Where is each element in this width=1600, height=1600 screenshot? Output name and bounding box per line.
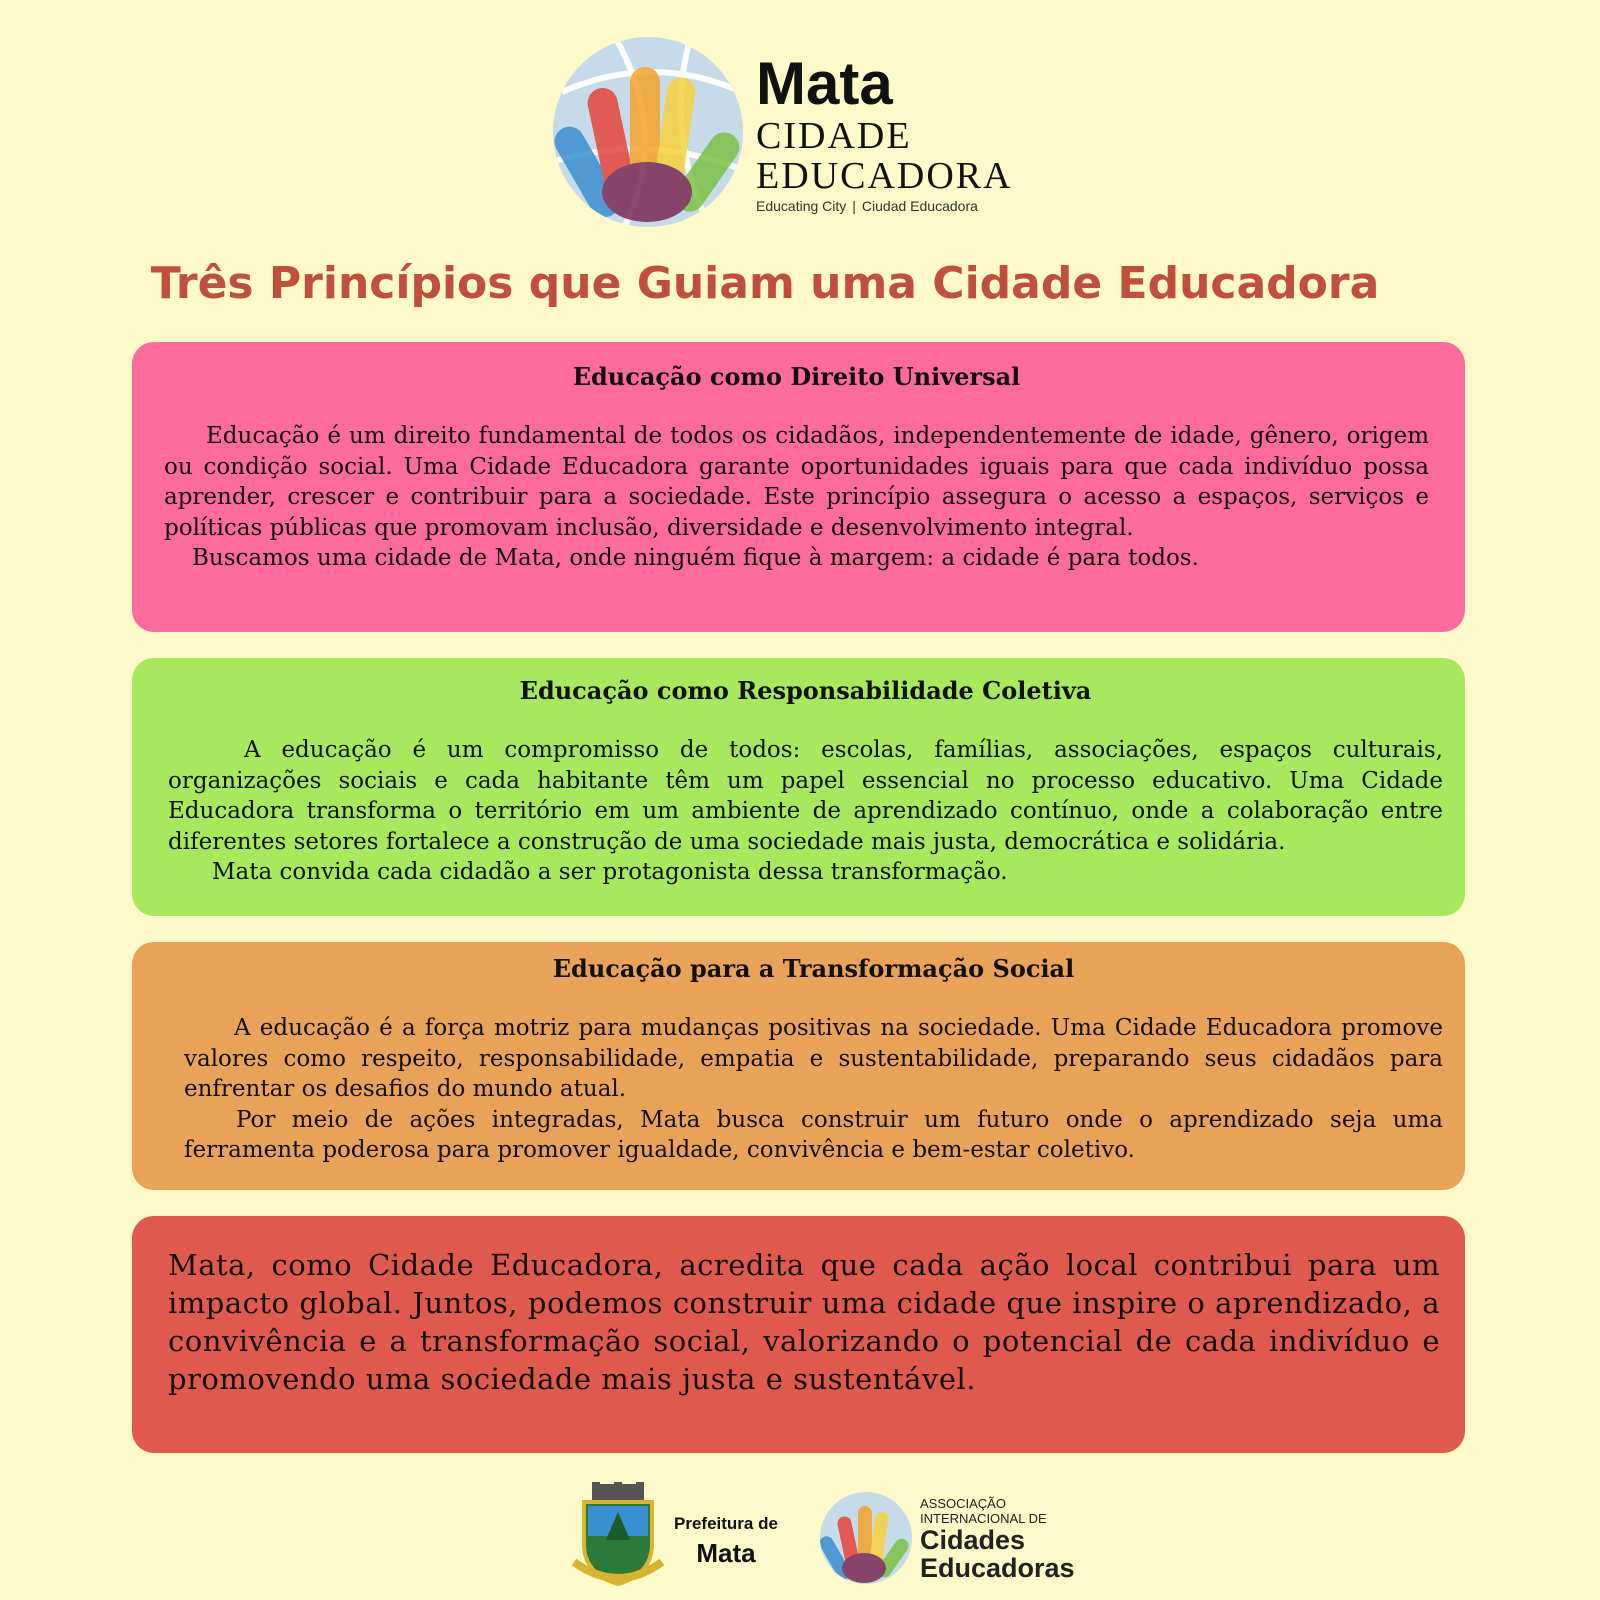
principle-heading: Educação como Responsabilidade Coletiva xyxy=(519,676,1092,705)
aice-line3: Cidades xyxy=(920,1525,1026,1555)
principle-card-social-transformation xyxy=(132,942,1465,1190)
aice-label xyxy=(920,1496,1075,1582)
logo-subtitle-es: Ciudad Educadora xyxy=(861,198,978,214)
aice-line1: ASSOCIAÇÃO xyxy=(920,1496,1006,1511)
principle-card-universal-right xyxy=(132,342,1465,632)
footer-logos xyxy=(570,1482,1075,1592)
logo-city-name: Mata xyxy=(756,50,893,117)
principle-paragraph: Buscamos uma cidade de Mata, onde ninguém fique à margem: a cidade é para todos. xyxy=(192,545,1199,571)
closing-statement: Mata, como Cidade Educadora, acredita que cada ação local contribui para um impacto global. Juntos, podemos construir uma cidade que inspire o aprendizado, a convivência e a transformação social, valorizando o potencial de cada indivíduo e promovendo uma sociedade mais justa e sustentável. xyxy=(168,1248,1440,1396)
prefeitura-line2: Mata xyxy=(696,1538,756,1568)
prefeitura-line1: Prefeitura de xyxy=(674,1514,778,1533)
principle-heading: Educação para a Transformação Social xyxy=(552,954,1075,983)
logo-cidade: CIDADE xyxy=(756,115,912,157)
logo-subtitle-separator: | xyxy=(852,198,856,214)
prefeitura-label xyxy=(674,1514,778,1569)
logo-educadora: EDUCADORA xyxy=(756,155,1013,197)
principle-paragraph: Por meio de ações integradas, Mata busca construir um futuro onde o aprendizado seja uma ferramenta poderosa para promover igualdade, convivência e bem-estar coletivo. xyxy=(184,1106,1443,1163)
hand-globe-logo-icon xyxy=(552,32,748,228)
aice-line4: Educadoras xyxy=(920,1553,1075,1583)
municipal-coat-of-arms-icon xyxy=(570,1482,666,1592)
principle-paragraph: Educação é um direito fundamental de todos os cidadãos, independentemente de idade, gênero, origem ou condição social. Uma Cidade Educadora garante oportunidades iguais para que cada indivíduo possa aprender, crescer e contribuir para a sociedade. Este princípio assegura o acesso a espaços, serviços e políticas públicas que promovam inclusão, diversidade e desenvolvimento integral. xyxy=(164,423,1429,541)
closing-statement-card xyxy=(132,1216,1465,1453)
aice-hand-globe-icon xyxy=(818,1490,914,1586)
logo-subtitle-en: Educating City xyxy=(756,198,847,214)
principle-heading: Educação como Direito Universal xyxy=(572,362,1021,391)
logo-subtitle xyxy=(756,198,1013,214)
principle-paragraph: Mata convida cada cidadão a ser protagonista dessa transformação. xyxy=(212,859,1008,885)
mata-educating-city-logo xyxy=(552,32,1022,228)
page-title: Três Princípios que Guiam uma Cidade Educadora xyxy=(150,258,1380,309)
aice-line2: INTERNACIONAL DE xyxy=(920,1511,1047,1526)
principle-paragraph: A educação é a força motriz para mudanças positivas na sociedade. Uma Cidade Educadora promove valores como respeito, responsabilidade, empatia e sustentabilidade, preparando seus cidadãos para enfrentar os desafios do mundo atual. xyxy=(184,1015,1443,1102)
principle-card-collective-responsibility xyxy=(132,658,1465,916)
principle-paragraph: A educação é um compromisso de todos: escolas, famílias, associações, espaços culturais, organizações sociais e cada habitante têm um papel essencial no processo educativo. Uma Cidade Educadora transforma o território em um ambiente de aprendizado contínuo, onde a colaboração entre diferentes setores fortalece a construção de uma sociedade mais justa, democrática e solidária. xyxy=(168,737,1443,855)
